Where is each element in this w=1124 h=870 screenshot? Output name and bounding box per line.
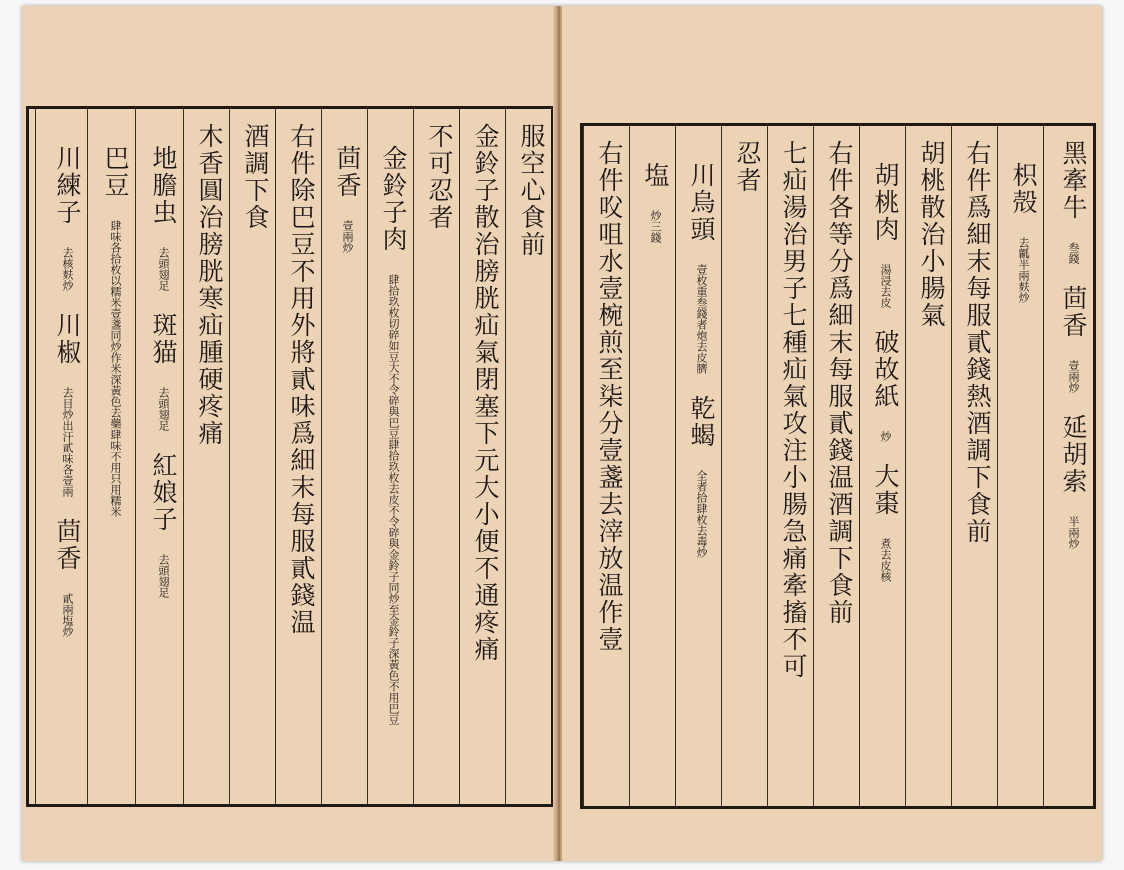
- text-column: [629, 126, 675, 806]
- left-page: [22, 6, 556, 861]
- main-text: 木香圓治膀胱寒疝腫硬疼痛: [195, 123, 224, 447]
- right-page: [562, 6, 1102, 861]
- text-column: [87, 109, 135, 804]
- text-column: [721, 126, 767, 806]
- text-column: [135, 109, 183, 804]
- open-book-scan: [22, 6, 1102, 861]
- main-text: 茴香: [1059, 285, 1088, 339]
- text-column: [459, 109, 505, 804]
- annotation-note: 去核麸炒: [61, 247, 74, 291]
- annotation-note: 去頭翅足: [157, 554, 170, 598]
- main-text: 茴香: [333, 145, 362, 199]
- main-text: 斑猫: [149, 312, 178, 366]
- main-text: 紅娘子: [149, 452, 178, 533]
- text-column: [1043, 126, 1093, 806]
- main-text: 胡桃肉: [871, 162, 900, 243]
- annotation-note: 去頭翅足: [157, 247, 170, 291]
- text-column: [367, 109, 413, 804]
- main-text: 塩: [641, 162, 670, 189]
- text-column: [813, 126, 859, 806]
- text-column: [859, 126, 905, 806]
- text-column: [413, 109, 459, 804]
- annotation-note: 肆味各拾枚以糯米壹盞同炒作米深黃色去藥肆味不用只用糯米: [109, 220, 122, 517]
- main-text: 右件除巴豆不用外將貳味爲細末每服貳錢温: [287, 123, 316, 636]
- main-text: 茴香: [53, 518, 82, 572]
- text-column: [997, 126, 1043, 806]
- main-text: 右件各等分爲細末每服貳錢温酒調下食前: [825, 140, 854, 626]
- main-text: 金鈴子散治膀胱疝氣閉塞下元大小便不通疼痛: [471, 123, 500, 663]
- left-page-frame: [26, 106, 554, 807]
- main-text: 川烏頭: [687, 162, 716, 243]
- right-page-frame: [580, 123, 1096, 809]
- main-text: 破故紙: [871, 329, 900, 410]
- annotation-note: 壹兩炒: [1067, 360, 1080, 393]
- annotation-note: 壹枚重叁錢者炮去皮臍: [695, 264, 708, 374]
- main-text: 胡桃散治小腸氣: [917, 140, 946, 329]
- main-text: 川練子: [53, 145, 82, 226]
- annotation-note: 壹兩炒: [341, 220, 354, 253]
- main-text: 巴豆: [101, 145, 130, 199]
- text-column: [35, 109, 87, 804]
- text-column: [951, 126, 997, 806]
- main-text: 不可忍者: [425, 123, 454, 231]
- annotation-note: 半兩炒: [1067, 516, 1080, 549]
- text-column: [505, 109, 551, 804]
- main-text: 服空心食前: [517, 123, 546, 258]
- annotation-note: 貳兩塩炒: [61, 593, 74, 637]
- annotation-note: 湯浸去皮: [879, 264, 892, 308]
- annotation-note: 炒三錢: [649, 210, 662, 243]
- main-text: 金鈴子肉: [379, 145, 408, 253]
- annotation-note: 全者拾肆枚去毒炒: [695, 470, 708, 558]
- main-text: 酒調下食: [241, 123, 270, 231]
- main-text: 乾蝎: [687, 395, 716, 449]
- main-text: 延胡索: [1059, 414, 1088, 495]
- annotation-note: 煮去皮核: [879, 538, 892, 582]
- main-text: 忍者: [733, 140, 762, 194]
- annotation-note: 炒: [879, 431, 892, 442]
- text-column: [183, 109, 229, 804]
- main-text: 大棗: [871, 463, 900, 517]
- main-text: 七疝湯治男子七種疝氣攻注小腸急痛牽搐不可: [779, 140, 808, 680]
- annotation-note: 肆拾玖枚切碎如豆大不令碎與巴豆肆拾玖枚去皮不令碎與金鈴子同炒至金鈴子深黃色不用巴豆: [387, 274, 400, 725]
- text-column: [275, 109, 321, 804]
- main-text: 右件爲細末每服貳錢熱酒調下食前: [963, 140, 992, 545]
- text-column: [905, 126, 951, 806]
- text-column: [583, 126, 629, 806]
- main-text: 枳殻: [1009, 162, 1038, 216]
- text-column: [321, 109, 367, 804]
- annotation-note: 去目炒出汗貳味各壹兩: [61, 387, 74, 497]
- main-text: 黑牽牛: [1059, 140, 1088, 221]
- main-text: 右件㕮咀水壹椀煎至柒分壹盞去滓放温作壹: [595, 140, 624, 653]
- text-column: [767, 126, 813, 806]
- annotation-note: 叁錢: [1067, 242, 1080, 264]
- annotation-note: 去頭翅足: [157, 387, 170, 431]
- main-text: 地膽虫: [149, 145, 178, 226]
- annotation-note: 去瓤半兩麸炒: [1017, 237, 1030, 303]
- text-column: [229, 109, 275, 804]
- main-text: 川椒: [53, 312, 82, 366]
- text-column: [675, 126, 721, 806]
